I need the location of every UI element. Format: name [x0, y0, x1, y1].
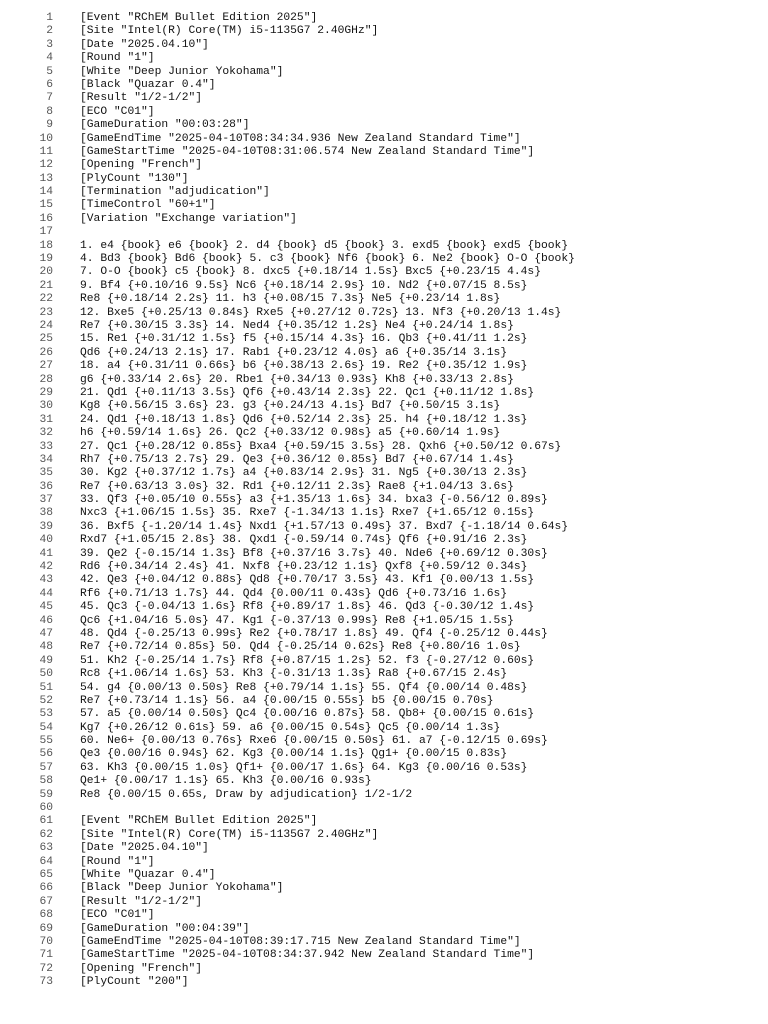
text-line	[0, 588, 768, 601]
text-line	[0, 106, 768, 119]
line-text	[53, 802, 768, 815]
text-line	[0, 213, 768, 226]
text-line	[0, 266, 768, 279]
line-number: 30	[39, 400, 53, 413]
text-line	[0, 320, 768, 333]
line-number: 68	[39, 909, 53, 922]
line-number: 11	[39, 145, 53, 158]
text-line	[0, 52, 768, 65]
line-text: Kg8 {+0.56/15 3.6s} 23. g3 {+0.24/13 4.1s} Bd7 {+0.50/15 3.1s}	[80, 400, 501, 413]
text-line	[0, 655, 768, 668]
text-line	[0, 668, 768, 681]
line-number: 64	[39, 855, 53, 868]
line-text: [Date "2025.04.10"]	[80, 38, 209, 51]
text-line	[0, 400, 768, 413]
text-line	[0, 467, 768, 480]
line-number: 23	[39, 306, 53, 319]
line-text: Rf6 {+0.71/13 1.7s} 44. Qd4 {0.00/11 0.43s} Qd6 {+0.73/16 1.6s}	[80, 587, 508, 600]
line-text: [Event "RChEM Bullet Edition 2025"]	[80, 12, 318, 24]
text-line	[0, 722, 768, 735]
line-number: 44	[39, 587, 53, 600]
line-text: 33. Qf3 {+0.05/10 0.55s} a3 {+1.35/13 1.6s} 34. bxa3 {-0.56/12 0.89s}	[80, 494, 548, 507]
line-text: 18. a4 {+0.31/11 0.66s} b6 {+0.38/13 2.6s} 19. Re2 {+0.35/12 1.9s}	[80, 360, 528, 373]
line-number: 13	[39, 172, 53, 185]
text-line	[0, 307, 768, 320]
text-line	[0, 12, 768, 25]
text-line	[0, 186, 768, 199]
line-text: [Opening "French"]	[80, 159, 203, 172]
line-text: 15. Re1 {+0.31/12 1.5s} f5 {+0.15/14 4.3s} 16. Qb3 {+0.41/11 1.2s}	[80, 333, 528, 346]
text-line	[0, 374, 768, 387]
line-text: [Result "1/2-1/2"]	[80, 895, 203, 908]
line-text: 60. Ne6+ {0.00/13 0.76s} Rxe6 {0.00/15 0.50s} 61. a7 {-0.12/15 0.69s}	[80, 735, 548, 748]
line-text: [Opening "French"]	[80, 962, 203, 975]
text-line	[0, 454, 768, 467]
text-line	[0, 333, 768, 346]
line-number: 22	[39, 293, 53, 306]
text-line	[0, 199, 768, 212]
text-line	[0, 360, 768, 373]
text-line	[0, 347, 768, 360]
line-number: 62	[39, 828, 53, 841]
text-line	[0, 628, 768, 641]
line-text: [White "Quazar 0.4"]	[80, 869, 216, 881]
line-text: Nxc3 {+1.06/15 1.5s} 35. Rxe7 {-1.34/13 1.1s} Rxe7 {+1.65/12 0.15s}	[80, 507, 535, 520]
line-text	[53, 226, 768, 239]
line-text: [Termination "adjudication"]	[80, 186, 270, 199]
text-line	[0, 159, 768, 172]
line-number: 36	[39, 480, 53, 493]
text-line	[0, 574, 768, 587]
line-text: Kg7 {+0.26/12 0.61s} 59. a6 {0.00/15 0.54s} Qc5 {0.00/14 1.3s}	[80, 721, 501, 734]
line-text: [Date "2025.04.10"]	[80, 842, 209, 855]
text-line	[0, 548, 768, 561]
line-text: [GameStartTime "2025-04-10T08:31:06.574 New Zealand Standard Time"]	[80, 145, 535, 158]
text-line	[0, 775, 768, 788]
line-text: 30. Kg2 {+0.37/12 1.7s} a4 {+0.83/14 2.9s} 31. Ng5 {+0.30/13 2.3s}	[80, 467, 528, 480]
line-number: 7	[46, 92, 53, 105]
line-text: 57. a5 {0.00/14 0.50s} Qc4 {0.00/16 0.87s} 58. Qb8+ {0.00/15 0.61s}	[80, 708, 535, 721]
text-line	[0, 133, 768, 146]
line-number: 32	[39, 427, 53, 440]
text-line	[0, 173, 768, 186]
line-text: [ECO "C01"]	[80, 909, 155, 922]
line-number: 16	[39, 212, 53, 225]
line-text: 36. Bxf5 {-1.20/14 1.4s} Nxd1 {+1.57/13 0.49s} 37. Bxd7 {-1.18/14 0.64s}	[80, 520, 569, 533]
line-text: 42. Qe3 {+0.04/12 0.88s} Qd8 {+0.70/17 3.5s} 43. Kf1 {0.00/13 1.5s}	[80, 574, 535, 587]
text-line	[0, 507, 768, 520]
line-number: 35	[39, 467, 53, 480]
text-line	[0, 601, 768, 614]
text-line	[0, 92, 768, 105]
text-line	[0, 909, 768, 922]
line-text: [GameDuration "00:04:39"]	[80, 922, 250, 935]
line-number: 70	[39, 935, 53, 948]
line-number: 46	[39, 614, 53, 627]
line-number: 3	[46, 38, 53, 51]
line-text: Qc6 {+1.04/16 5.0s} 47. Kg1 {-0.37/13 0.99s} Re8 {+1.05/15 1.5s}	[80, 614, 514, 627]
line-text: Rxd7 {+1.05/15 2.8s} 38. Qxd1 {-0.59/14 0.74s} Qf6 {+0.91/16 2.3s}	[80, 534, 528, 547]
line-number: 18	[39, 239, 53, 252]
line-text: g6 {+0.33/14 2.6s} 20. Rbe1 {+0.34/13 0.93s} Kh8 {+0.33/13 2.8s}	[80, 373, 514, 386]
line-number: 61	[39, 815, 53, 828]
line-number: 27	[39, 360, 53, 373]
line-text: 63. Kh3 {0.00/15 1.0s} Qf1+ {0.00/17 1.6s} 64. Kg3 {0.00/16 0.53s}	[80, 761, 528, 774]
text-line	[0, 427, 768, 440]
line-text: 7. O-O {book} c5 {book} 8. dxc5 {+0.18/14 1.5s} Bxc5 {+0.23/15 4.4s}	[80, 266, 541, 279]
line-text: [PlyCount "200"]	[80, 976, 189, 989]
line-number: 25	[39, 333, 53, 346]
text-line	[0, 976, 768, 989]
text-line	[0, 119, 768, 132]
text-line	[0, 79, 768, 92]
line-number: 34	[39, 453, 53, 466]
line-number: 38	[39, 507, 53, 520]
line-text: 39. Qe2 {-0.15/14 1.3s} Bf8 {+0.37/16 3.7s} 40. Nde6 {+0.69/12 0.30s}	[80, 547, 548, 560]
line-number: 12	[39, 159, 53, 172]
line-text: Qe1+ {0.00/17 1.1s} 65. Kh3 {0.00/16 0.93s}	[80, 775, 372, 788]
line-number: 15	[39, 199, 53, 212]
line-number: 56	[39, 748, 53, 761]
line-text: Re7 {+0.63/13 3.0s} 32. Rd1 {+0.12/11 2.3s} Rae8 {+1.04/13 3.6s}	[80, 480, 514, 493]
line-text: 21. Qd1 {+0.11/13 3.5s} Qf6 {+0.43/14 2.3s} 22. Qc1 {+0.11/12 1.8s}	[80, 386, 535, 399]
line-number: 8	[46, 105, 53, 118]
line-number: 45	[39, 601, 53, 614]
line-number: 73	[39, 976, 53, 989]
line-number: 14	[39, 186, 53, 199]
line-text: Rd6 {+0.34/14 2.4s} 41. Nxf8 {+0.23/12 1.1s} Qxf8 {+0.59/12 0.34s}	[80, 561, 528, 574]
text-line	[0, 923, 768, 936]
line-number: 49	[39, 654, 53, 667]
line-number: 33	[39, 440, 53, 453]
line-text: [Black "Deep Junior Yokohama"]	[80, 882, 284, 895]
line-number: 65	[39, 869, 53, 881]
line-text: Qe3 {0.00/16 0.94s} 62. Kg3 {0.00/14 1.1s} Qg1+ {0.00/15 0.83s}	[80, 748, 508, 761]
line-number: 43	[39, 574, 53, 587]
line-text: [Round "1"]	[80, 52, 155, 65]
text-line	[0, 856, 768, 869]
text-line	[0, 708, 768, 721]
line-number: 66	[39, 882, 53, 895]
line-number: 28	[39, 373, 53, 386]
line-number: 29	[39, 386, 53, 399]
text-line	[0, 441, 768, 454]
line-number: 55	[39, 735, 53, 748]
line-text: 45. Qc3 {-0.04/13 1.6s} Rf8 {+0.89/17 1.8s} 46. Qd3 {-0.30/12 1.4s}	[80, 601, 535, 614]
text-line	[0, 882, 768, 895]
line-text: [TimeControl "60+1"]	[80, 199, 216, 212]
line-number: 21	[39, 279, 53, 292]
line-text: Re8 {0.00/15 0.65s, Draw by adjudication} 1/2-1/2	[80, 788, 413, 801]
line-text: 4. Bd3 {book} Bd6 {book} 5. c3 {book} Nf6 {book} 6. Ne2 {book} O-O {book}	[80, 253, 575, 266]
line-number: 54	[39, 721, 53, 734]
text-line	[0, 226, 768, 239]
line-number: 58	[39, 775, 53, 788]
line-number: 39	[39, 520, 53, 533]
line-text: [Site "Intel(R) Core(TM) i5-1135G7 2.40GHz"]	[80, 828, 379, 841]
text-line	[0, 414, 768, 427]
line-text: 12. Bxe5 {+0.25/13 0.84s} Rxe5 {+0.27/12 0.72s} 13. Nf3 {+0.20/13 1.4s}	[80, 306, 562, 319]
line-text: [Result "1/2-1/2"]	[80, 92, 203, 105]
line-number: 19	[39, 253, 53, 266]
line-text: [Variation "Exchange variation"]	[80, 212, 297, 225]
line-number: 51	[39, 681, 53, 694]
line-text: 1. e4 {book} e6 {book} 2. d4 {book} d5 {book} 3. exd5 {book} exd5 {book}	[80, 239, 569, 252]
text-line	[0, 293, 768, 306]
line-number: 4	[46, 52, 53, 65]
line-text: 27. Qc1 {+0.28/12 0.85s} Bxa4 {+0.59/15 3.5s} 28. Qxh6 {+0.50/12 0.67s}	[80, 440, 562, 453]
text-line	[0, 695, 768, 708]
line-text: Re7 {+0.73/14 1.1s} 56. a4 {0.00/15 0.55s} b5 {0.00/15 0.70s}	[80, 694, 494, 707]
line-number: 37	[39, 494, 53, 507]
text-line	[0, 963, 768, 976]
line-number: 1	[46, 12, 53, 24]
line-number: 6	[46, 78, 53, 91]
text-line	[0, 802, 768, 815]
text-line	[0, 146, 768, 159]
line-number: 53	[39, 708, 53, 721]
line-number: 50	[39, 668, 53, 681]
line-number: 2	[46, 25, 53, 38]
text-line	[0, 641, 768, 654]
line-number: 31	[39, 413, 53, 426]
text-line	[0, 481, 768, 494]
line-number: 41	[39, 547, 53, 560]
text-line	[0, 253, 768, 266]
text-line	[0, 494, 768, 507]
line-number: 9	[46, 119, 53, 132]
line-text: [Site "Intel(R) Core(TM) i5-1135G7 2.40GHz"]	[80, 25, 379, 38]
line-text: Re7 {+0.30/15 3.3s} 14. Ned4 {+0.35/12 1.2s} Ne4 {+0.24/14 1.8s}	[80, 319, 514, 332]
text-line	[0, 615, 768, 628]
text-line	[0, 869, 768, 882]
line-text: [Event "RChEM Bullet Edition 2025"]	[80, 815, 318, 828]
line-text: Rc8 {+1.06/14 1.6s} 53. Kh3 {-0.31/13 1.3s} Ra8 {+0.67/15 2.4s}	[80, 668, 508, 681]
line-text: [PlyCount "130"]	[80, 172, 189, 185]
line-text: Re8 {+0.18/14 2.2s} 11. h3 {+0.08/15 7.3s} Ne5 {+0.23/14 1.8s}	[80, 293, 501, 306]
line-number: 63	[39, 842, 53, 855]
line-text: [White "Deep Junior Yokohama"]	[80, 65, 284, 78]
line-text: 54. g4 {0.00/13 0.50s} Re8 {+0.79/14 1.1s} 55. Qf4 {0.00/14 0.48s}	[80, 681, 528, 694]
text-line	[0, 682, 768, 695]
line-number: 60	[39, 802, 53, 815]
line-text: [GameStartTime "2025-04-10T08:34:37.942 New Zealand Standard Time"]	[80, 949, 535, 962]
text-line	[0, 240, 768, 253]
line-number: 10	[39, 132, 53, 145]
text-line	[0, 829, 768, 842]
text-line	[0, 534, 768, 547]
line-text: 48. Qd4 {-0.25/13 0.99s} Re2 {+0.78/17 1.8s} 49. Qf4 {-0.25/12 0.44s}	[80, 627, 548, 640]
text-line	[0, 561, 768, 574]
line-number: 17	[39, 226, 53, 239]
text-line	[0, 280, 768, 293]
line-text: 51. Kh2 {-0.25/14 1.7s} Rf8 {+0.87/15 1.2s} 52. f3 {-0.27/12 0.60s}	[80, 654, 535, 667]
line-number: 52	[39, 694, 53, 707]
line-number: 5	[46, 65, 53, 78]
text-line	[0, 842, 768, 855]
line-text: 9. Bf4 {+0.10/16 9.5s} Nc6 {+0.18/14 2.9s} 10. Nd2 {+0.07/15 8.5s}	[80, 279, 528, 292]
line-number: 48	[39, 641, 53, 654]
line-number: 67	[39, 895, 53, 908]
text-line	[0, 748, 768, 761]
text-line	[0, 521, 768, 534]
line-text: 24. Qd1 {+0.18/13 1.8s} Qd6 {+0.52/14 2.3s} 25. h4 {+0.18/12 1.3s}	[80, 413, 528, 426]
line-number: 20	[39, 266, 53, 279]
line-number: 40	[39, 534, 53, 547]
text-line	[0, 387, 768, 400]
text-line	[0, 735, 768, 748]
line-number: 57	[39, 761, 53, 774]
line-text: [GameDuration "00:03:28"]	[80, 119, 250, 132]
line-text: [GameEndTime "2025-04-10T08:34:34.936 New Zealand Standard Time"]	[80, 132, 521, 145]
text-line	[0, 949, 768, 962]
line-text: h6 {+0.59/14 1.6s} 26. Qc2 {+0.33/12 0.98s} a5 {+0.60/14 1.9s}	[80, 427, 501, 440]
text-line	[0, 25, 768, 38]
pgn-text-view[interactable]	[0, 12, 768, 990]
line-text: Re7 {+0.72/14 0.85s} 50. Qd4 {-0.25/14 0.62s} Re8 {+0.80/16 1.0s}	[80, 641, 521, 654]
line-text: Qd6 {+0.24/13 2.1s} 17. Rab1 {+0.23/12 4.0s} a6 {+0.35/14 3.1s}	[80, 346, 508, 359]
text-line	[0, 66, 768, 79]
line-number: 59	[39, 788, 53, 801]
line-number: 42	[39, 561, 53, 574]
text-line	[0, 39, 768, 52]
text-line	[0, 936, 768, 949]
line-text: [ECO "C01"]	[80, 105, 155, 118]
line-text: Rh7 {+0.75/13 2.7s} 29. Qe3 {+0.36/12 0.85s} Bd7 {+0.67/14 1.4s}	[80, 453, 514, 466]
line-number: 26	[39, 346, 53, 359]
line-number: 24	[39, 319, 53, 332]
text-line	[0, 762, 768, 775]
line-number: 72	[39, 962, 53, 975]
text-line	[0, 789, 768, 802]
line-text: [Black "Quazar 0.4"]	[80, 78, 216, 91]
line-number: 47	[39, 627, 53, 640]
line-text: [Round "1"]	[80, 855, 155, 868]
line-number: 71	[39, 949, 53, 962]
line-number: 69	[39, 922, 53, 935]
text-line	[0, 896, 768, 909]
text-line	[0, 815, 768, 828]
line-text: [GameEndTime "2025-04-10T08:39:17.715 New Zealand Standard Time"]	[80, 935, 521, 948]
